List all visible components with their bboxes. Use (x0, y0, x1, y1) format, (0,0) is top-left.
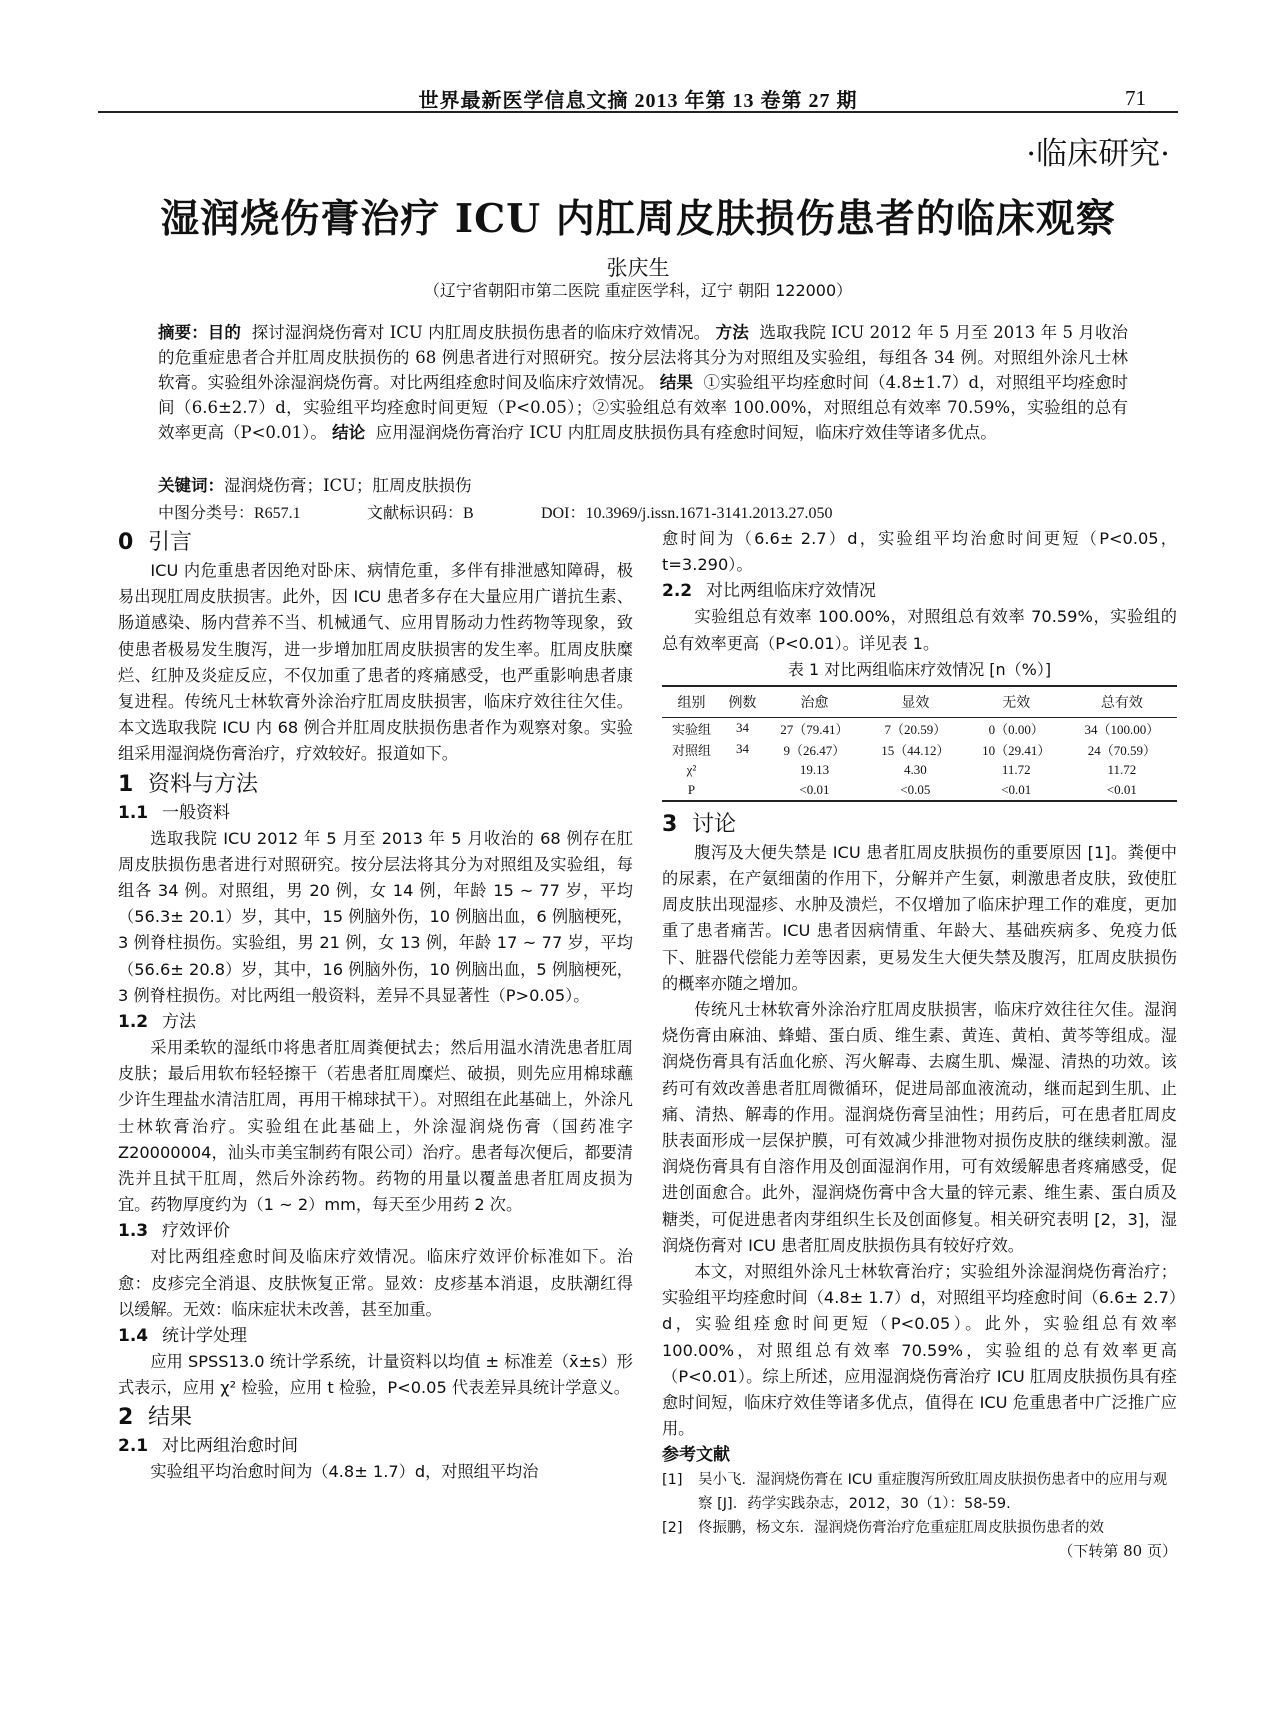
reference-text: 佟振鹏，杨文东．湿润烧伤膏治疗危重症肛周皮肤损伤患者的效 (698, 1520, 1104, 1537)
header-rule (98, 111, 1178, 113)
subsection-heading (118, 1009, 633, 1035)
table-cell: 对照组 (671, 742, 711, 758)
table-header-cell: 无效 (966, 686, 1067, 718)
right-column (662, 526, 1177, 1561)
section-tag: ·临床研究· (1026, 136, 1170, 172)
paragraph: 愈时间为（6.6± 2.7）d，实验组平均治愈时间更短（P<0.05，t=3.290）。 (662, 529, 1177, 575)
keywords-label: 关键词： (158, 476, 224, 495)
section-number: 1 (118, 771, 134, 797)
subsection-number: 1.1 (118, 802, 149, 823)
section-number: 3 (662, 811, 678, 837)
paragraph: 对比两组痊愈时间及临床疗效情况。临床疗效评价标准如下。治愈：皮疹完全消退、皮肤恢复正常。显效：皮疹基本消退，皮肤潮红得以缓解。无效：临床症状未改善，甚至加重。 (118, 1247, 633, 1319)
keywords (158, 472, 1128, 496)
table-header-cell: 总有效 (1067, 686, 1177, 718)
table-cell: 34（100.00） (1084, 721, 1160, 737)
table-header-cell: 治愈 (764, 686, 865, 718)
document-code: 文献标识码：B (367, 505, 474, 522)
paragraph: 本文，对照组外涂凡士林软膏治疗；实验组外涂湿润烧伤膏治疗；实验组平均痊愈时间（4.8± 1.7）d，对照组平均痊愈时间（6.6± 2.7）d，实验组痊愈时间更短（P<0.05）。此外，实验组总有效率 100.00%，对照组总有效率 70.59%，实验组的总有效率更高（P<0.01）。综上所述，应用湿润烧伤膏治疗 ICU 肛周皮肤损伤具有痊愈时间短，临床疗效佳等诸多优点，值得在 ICU 危重患者中广泛推广应用。 (662, 1262, 1177, 1439)
table-cell: 0（0.00） (988, 721, 1044, 737)
table-cell (721, 760, 764, 780)
table-cell: <0.01 (1067, 780, 1177, 801)
section-heading (662, 810, 1177, 840)
subsection-heading (118, 1433, 633, 1459)
table-cell: 11.72 (1001, 761, 1031, 777)
section-number: 2 (118, 1405, 134, 1431)
table-header-cell: 例数 (721, 686, 764, 718)
table-cell: <0.01 (764, 780, 865, 801)
subsection-number: 1.2 (118, 1012, 149, 1033)
paragraph: 应用 SPSS13.0 统计学系统，计量资料以均值 ± 标准差（x̄±s）形式表示，应用 χ² 检验，应用 t 检验，P<0.05 代表差异具统计学意义。 (118, 1352, 633, 1398)
table-cell: 19.13 (799, 761, 830, 777)
subsection-title: 疗效评价 (162, 1221, 230, 1242)
subsection-number: 2.1 (118, 1436, 149, 1457)
table-header-row (662, 686, 1177, 718)
subsection-number: 1.4 (118, 1326, 149, 1347)
subsection-title: 对比两组治愈时间 (162, 1436, 298, 1457)
references-heading: 参考文献 (662, 1445, 730, 1466)
table-cell: 34 (735, 720, 749, 736)
method-text: 选取我院 ICU 2012 年 5 月至 2013 年 5 月收治的危重症患者合并肛周皮肤损伤的 68 例患者进行对照研究。按分层法将其分为对照组及实验组，每组各 34 例。对照组外涂凡士林软膏。实验组外涂湿润烧伤膏。对比两组痊愈时间及临床疗效情况。 (158, 323, 1129, 392)
table-row (662, 780, 1177, 801)
table-cell: 11.72 (1107, 761, 1137, 777)
section-heading (118, 528, 633, 558)
table-header-cell: 显效 (865, 686, 966, 718)
paragraph: 采用柔软的湿纸巾将患者肛周粪便拭去；然后用温水清洗患者肛周皮肤；最后用软布轻轻擦干（若患者肛周糜烂、破损，则先应用棉球蘸少许生理盐水清洁肛周，再用干棉球拭干）。对照组在此基础上，外涂凡士林软膏治疗。实验组在此基础上，外涂湿润烧伤膏（国药准字 Z20000004，汕头市美宝制药有限公司）治疗。患者每次便后，都要清洗并且拭干肛周，然后外涂药物。药物的用量以覆盖患者肛周皮损为宜。药物厚度约为（1 ~ 2）mm，每天至少用药 2 次。 (118, 1038, 633, 1215)
table-cell: 24（70.59） (1087, 742, 1156, 758)
paragraph: 腹泻及大便失禁是 ICU 患者肛周皮肤损伤的重要原因 [1]。粪便中的尿素，在产氨细菌的作用下，分解并产生氨，刺激患者皮肤，致使肛周皮肤出现湿疹、水肿及溃烂，不仅增加了临床护理工作的难度，更加重了患者痛苦。ICU 患者因病情重、年龄大、基础疾病多、免疫力低下、脏器代偿能力差等因素，更易发生大便失禁及腹泻，肛周皮肤损伤的概率亦随之增加。 (662, 842, 1177, 993)
classification-line (158, 500, 1158, 523)
section-title: 讨论 (692, 811, 737, 837)
method-label: 方法 (715, 323, 749, 342)
table-row (662, 760, 1177, 780)
section-heading (118, 770, 633, 800)
paragraph: 实验组平均治愈时间为（4.8± 1.7）d，对照组平均治 (150, 1462, 539, 1482)
result-text: ①实验组平均痊愈时间（4.8±1.7）d，对照组平均痊愈时间（6.6±2.7）d，实验组平均痊愈时间更短（P<0.05）；②实验组总有效率 100.00%，对照组总有效率 70.59%，实验组的总有效率更高（P<0.01）。 (158, 373, 1128, 442)
conclusion-label: 结论 (332, 423, 366, 442)
table-cell: 27（79.41） (780, 721, 849, 737)
table-cell: P (662, 780, 721, 801)
section-number: 0 (118, 530, 134, 555)
affiliation: （辽宁省朝阳市第二医院 重症医学科，辽宁 朝阳 122000） (423, 281, 853, 300)
doi: DOI：10.3969/j.issn.1671-3141.2013.27.050 (541, 505, 833, 522)
subsection-title: 对比两组临床疗效情况 (706, 581, 876, 602)
table-cell: 4.30 (903, 761, 927, 777)
table-cell: 10（29.41） (982, 742, 1051, 758)
table-cell (721, 780, 764, 801)
subsection-title: 统计学处理 (162, 1326, 247, 1347)
section-heading (118, 1403, 633, 1433)
table-cell: 7（20.59） (884, 721, 947, 737)
subsection-heading (662, 578, 1177, 604)
table-header-cell: 组别 (662, 686, 721, 718)
subsection-title: 方法 (162, 1012, 196, 1033)
abstract (158, 320, 1128, 445)
subsection-heading (118, 800, 633, 826)
efficacy-table (662, 685, 1177, 802)
keywords-text: 湿润烧伤膏；ICU；肛周皮肤损伤 (224, 476, 472, 495)
page-number: 71 (1125, 86, 1146, 110)
table-row (662, 717, 1177, 739)
subsection-number: 2.2 (662, 581, 693, 602)
table-cell: <0.01 (966, 780, 1067, 801)
objective-text: 探讨湿润烧伤膏对 ICU 内肛周皮肤损伤患者的临床疗效情况。 (251, 323, 711, 342)
article-title: 湿润烧伤膏治疗 ICU 内肛周皮肤损伤患者的临床观察 (160, 196, 1116, 242)
reference-number: [1] (662, 1472, 683, 1489)
subsection-title: 一般资料 (162, 802, 230, 823)
left-column (118, 526, 633, 1486)
subsection-number: 1.3 (118, 1221, 149, 1242)
conclusion-text: 应用湿润烧伤膏治疗 ICU 内肛周皮肤损伤具有痊愈时间短，临床疗效佳等诸多优点。 (375, 423, 997, 442)
table-cell: 15（44.12） (881, 742, 950, 758)
subsection-heading (118, 1218, 633, 1244)
section-title: 结果 (148, 1405, 193, 1431)
table-cell: <0.05 (865, 780, 966, 801)
section-title: 引言 (148, 530, 193, 555)
table-cell: 9（26.47） (783, 742, 846, 758)
author: 张庆生 (606, 256, 670, 280)
section-title: 资料与方法 (148, 771, 259, 797)
paragraph: 传统凡士林软膏外涂治疗肛周皮肤损害，临床疗效往往欠佳。湿润烧伤膏由麻油、蜂蜡、蛋白质、维生素、黄连、黄柏、黄芩等组成。湿润烧伤膏具有活血化瘀、泻火解毒、去腐生肌、燥湿、清热的功效。该药可有效改善患者肛周微循环，促进局部血液流动，继而起到生肌、止痛、清热、解毒的作用。湿润烧伤膏呈油性；用药后，可在患者肛周皮肤表面形成一层保护膜，可有效减少排泄物对损伤皮肤的继续刺激。湿润烧伤膏具有自溶作用及创面湿润作用，可有效缓解患者疼痛感受，促进创面愈合。此外，湿润烧伤膏中含大量的锌元素、维生素、蛋白质及糖类，可促进患者肉芽组织生长及创面修复。相关研究表明 [2，3]，湿润烧伤膏对 ICU 患者肛周皮肤损伤具有较好疗效。 (662, 1000, 1177, 1255)
clc-code: 中图分类号：R657.1 (158, 505, 301, 522)
subsection-heading (118, 1323, 633, 1349)
result-label: 结果 (659, 373, 693, 392)
paragraph: ICU 内危重患者因绝对卧床、病情危重，多伴有排泄感知障碍，极易出现肛周皮肤损害。此外，因 ICU 患者多存在大量应用广谱抗生素、肠道感染、肠内营养不当、机械通气、应用胃肠动力性药物等现象，致使患者极易发生腹泻，进一步增加肛周皮肤损害的发生率。肛周皮肤糜烂、红肿及炎症反应，不仅加重了患者的疼痛感受，也严重影响患者康复进程。传统凡士林软膏外涂治疗肛周皮肤损害，临床疗效往往欠佳。本文选取我院 ICU 内 68 例合并肛周皮肤损伤患者作为观察对象。实验组采用湿润烧伤膏治疗，疗效较好。报道如下。 (118, 561, 633, 764)
paragraph: 实验组总有效率 100.00%，对照组总有效率 70.59%，实验组的总有效率更高（P<0.01）。详见表 1。 (662, 607, 1177, 653)
table-cell: χ² (686, 761, 697, 777)
abstract-label: 摘要： (158, 323, 208, 342)
objective-label: 目的 (207, 323, 241, 342)
reference-number: [2] (662, 1520, 683, 1537)
reference-text: 吴小飞．湿润烧伤膏在 ICU 重症腹泻所致肛周皮肤损伤患者中的应用与观察 [J]．药学实践杂志，2012，30（1）：58-59. (698, 1472, 1168, 1513)
table-row (662, 739, 1177, 760)
table-cell: 34 (735, 741, 749, 757)
journal-header: 世界最新医学信息文摘 2013 年第 13 卷第 27 期 (418, 90, 858, 112)
reference-item (662, 1468, 1177, 1516)
reference-item (662, 1516, 1177, 1540)
table-cell: 实验组 (671, 721, 711, 737)
paragraph: 选取我院 ICU 2012 年 5 月至 2013 年 5 月收治的 68 例存在肛周皮肤损伤患者进行对照研究。按分层法将其分为对照组及实验组，每组各 34 例。对照组，男 20 例，女 14 例，年龄 15 ~ 77 岁，平均（56.3± 20.1）岁，其中，15 例脑外伤，10 例脑出血，6 例脑梗死，3 例脊柱损伤。实验组，男 21 例，女 13 例，年龄 17 ~ 77 岁，平均（56.6± 20.8）岁，其中，16 例脑外伤，10 例脑出血，5 例脑梗死，3 例脊柱损伤。对比两组一般资料，差异不具显著性（P>0.05）。 (118, 828, 633, 1005)
table-caption: 表 1 对比两组临床疗效情况 [n（%）] (787, 659, 1052, 679)
continued-note: （下转第 80 页） (1058, 1542, 1177, 1561)
